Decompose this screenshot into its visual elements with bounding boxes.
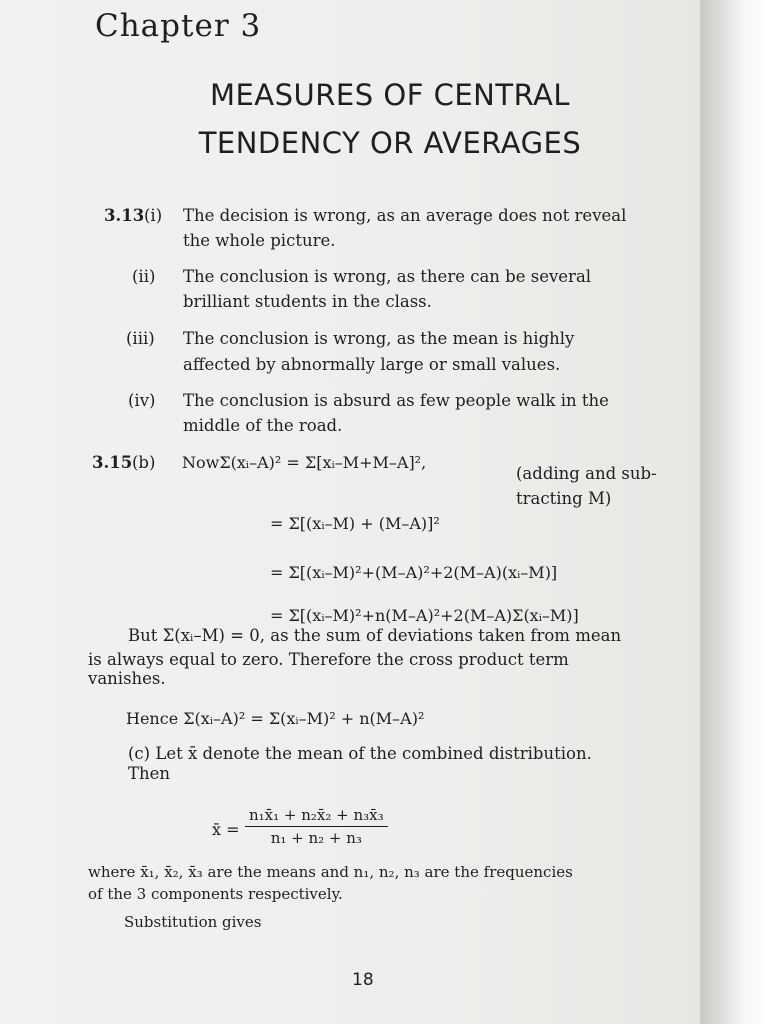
item-i-line-2: the whole picture. (183, 231, 336, 250)
fraction-denominator: n₁ + n₂ + n₃ (270, 829, 362, 847)
combined-mean-fraction (245, 806, 388, 847)
item-iv-line-1: The conclusion is absurd as few people walk in the (183, 391, 609, 410)
equation-4: = Σ[(xᵢ–M)²+n(M–A)²+2(M–A)Σ(xᵢ–M)] (270, 606, 579, 625)
item-ii-line-1: The conclusion is wrong, as there can be several (183, 267, 592, 286)
item-label-ii: (ii) (132, 267, 156, 286)
item-i-line-1: The decision is wrong, as an average does not reveal (183, 206, 627, 225)
but-line-3: vanishes. (88, 669, 166, 688)
question-number-3-13: 3.13 (104, 206, 145, 225)
item-label-iii: (iii) (126, 329, 155, 348)
item-ii-line-2: brilliant students in the class. (183, 292, 432, 311)
but-line-1: But Σ(xᵢ–M) = 0, as the sum of deviations taken from mean (128, 626, 622, 645)
xbar-equals: x̄ = (212, 820, 240, 839)
item-label-iv: (iv) (128, 391, 156, 410)
chapter-title-line-2: TENDENCY OR AVERAGES (198, 126, 582, 160)
part-c-line-1: (c) Let x̄ denote the mean of the combined distribution. (128, 744, 592, 763)
part-c-line-2: Then (128, 764, 171, 783)
chapter-heading: Chapter 3 (95, 8, 262, 44)
equation-2: = Σ[(xᵢ–M) + (M–A)]² (270, 514, 440, 533)
item-iv-line-2: middle of the road. (183, 416, 343, 435)
equation-note-line-1: (adding and sub- (516, 464, 657, 483)
equation-3: = Σ[(xᵢ–M)²+(M–A)²+2(M–A)(xᵢ–M)] (270, 563, 558, 582)
where-line-2: of the 3 components respectively. (88, 885, 343, 903)
but-line-2: is always equal to zero. Therefore the cross product term (88, 650, 569, 669)
question-number-3-15: 3.15 (92, 453, 133, 472)
equation-note-line-2: tracting M) (516, 489, 612, 508)
item-label-i: (i) (144, 206, 163, 225)
item-iii-line-1: The conclusion is wrong, as the mean is highly (183, 329, 575, 348)
page-number: 18 (352, 970, 374, 990)
part-label-b: (b) (132, 453, 156, 472)
fraction-numerator: n₁x̄₁ + n₂x̄₂ + n₃x̄₃ (245, 806, 388, 827)
item-iii-line-2: affected by abnormally large or small values. (183, 355, 561, 374)
equation-1: NowΣ(xᵢ–A)² = Σ[xᵢ–M+M–A]², (182, 453, 427, 472)
hence-equation: Hence Σ(xᵢ–A)² = Σ(xᵢ–M)² + n(M–A)² (126, 709, 425, 728)
chapter-title-line-1: MEASURES OF CENTRAL (209, 78, 571, 112)
substitution-line: Substitution gives (124, 913, 262, 931)
where-line-1: where x̄₁, x̄₂, x̄₃ are the means and n₁, n₂, n₃ are the frequencies (88, 863, 573, 881)
